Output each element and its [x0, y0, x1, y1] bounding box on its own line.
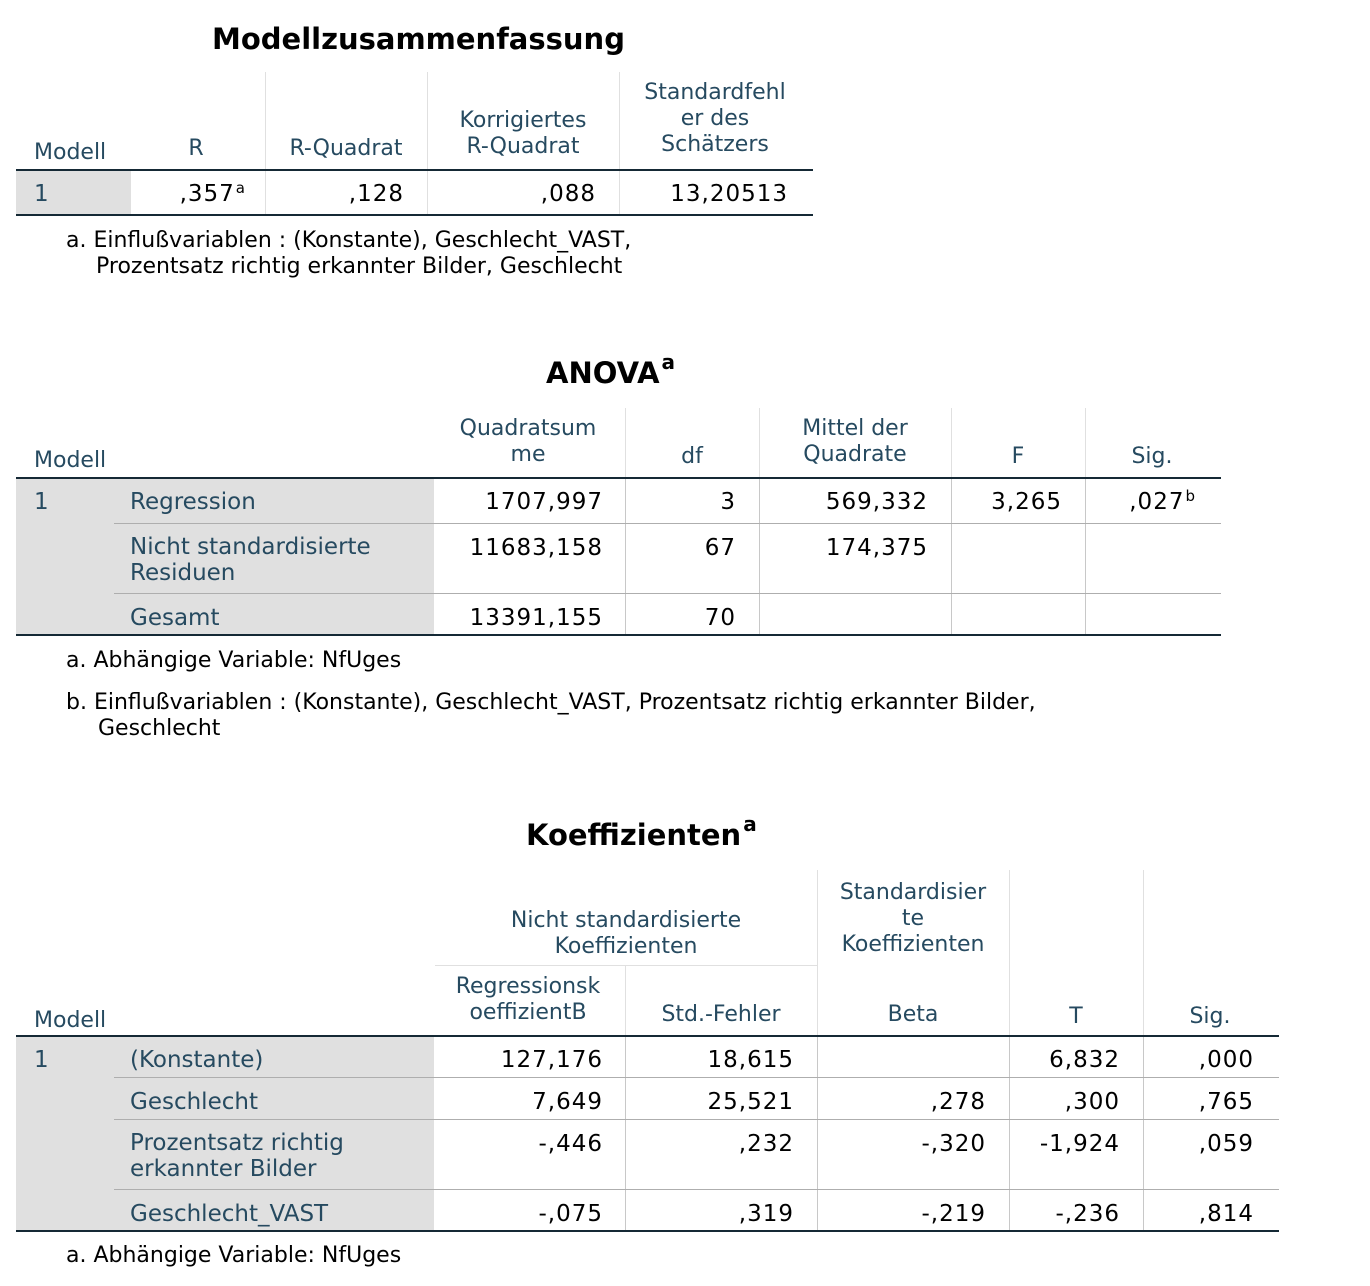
- cell-korr-r-quadrat: ,088: [540, 181, 596, 207]
- cell-b: -,446: [538, 1131, 603, 1157]
- divider: [427, 72, 428, 170]
- cell-t: ,300: [1064, 1089, 1120, 1115]
- divider: [265, 171, 266, 214]
- coefficients-title: Koeffizienten $^a$: [526, 812, 757, 852]
- divider: [1085, 479, 1086, 634]
- divider: [619, 72, 620, 170]
- cell-t: 6,832: [1049, 1047, 1120, 1073]
- cell-se: 25,521: [707, 1089, 794, 1115]
- col-header-quadratsumme: Quadratsum me: [459, 416, 597, 467]
- divider: [817, 870, 818, 1036]
- row-label-prozentsatz: Prozentsatz richtig erkannter Bilder: [130, 1130, 344, 1182]
- cell-sig: ,027$^b$: [1129, 487, 1196, 515]
- col-header-sig: Sig.: [1189, 1004, 1231, 1029]
- cell-b: 7,649: [532, 1089, 603, 1115]
- cell-f: 3,265: [991, 489, 1062, 515]
- cell-t: -,236: [1055, 1201, 1120, 1227]
- divider: [1009, 1037, 1010, 1230]
- group-header-rule: [435, 965, 817, 966]
- divider: [817, 1037, 818, 1230]
- row-modell-1: 1: [34, 489, 49, 515]
- footnote-a: a. Einflußvariablen : (Konstante), Geschlecht_VAST, Prozentsatz richtig erkannter Bilder, Geschlecht: [66, 228, 632, 279]
- anova-title: ANOVA $^a$: [546, 350, 676, 390]
- col-header-f: F: [1011, 444, 1025, 469]
- divider: [1143, 870, 1144, 1036]
- row-label-regression: Regression: [130, 489, 256, 515]
- cell-se: ,319: [738, 1201, 794, 1227]
- cell-df: 3: [720, 489, 736, 515]
- divider: [951, 479, 952, 634]
- cell-r: ,357$^a$: [179, 179, 246, 207]
- footnote-b: b. Einflußvariablen : (Konstante), Geschlecht_VAST, Prozentsatz richtig erkannter Bilder, Geschlecht: [66, 690, 1036, 741]
- col-header-modell: Modell: [34, 140, 107, 165]
- col-header-sig: Sig.: [1131, 444, 1173, 469]
- cell-se: ,232: [738, 1131, 794, 1157]
- cell-qs: 1707,997: [485, 489, 603, 515]
- row-rule: [114, 1077, 1279, 1078]
- divider: [1143, 1037, 1144, 1230]
- divider: [759, 479, 760, 634]
- divider: [1085, 408, 1086, 478]
- col-group-nicht-standardisiert: Nicht standardisierte Koeffizienten: [510, 908, 742, 959]
- col-header-modell: Modell: [34, 448, 107, 473]
- divider: [1009, 870, 1010, 1036]
- cell-beta: -,320: [921, 1131, 986, 1157]
- cell-mq: 174,375: [825, 535, 928, 561]
- row-label-gesamt: Gesamt: [130, 605, 220, 631]
- row-label-konstante: (Konstante): [130, 1047, 264, 1073]
- col-header-regressionskoeffizient: Regressionsk oeffizientB: [455, 974, 601, 1025]
- col-header-korr-r-quadrat: Korrigiertes R-Quadrat: [459, 108, 587, 159]
- row-modell-1: 1: [34, 181, 49, 207]
- row-modell-1: 1: [34, 1047, 49, 1073]
- col-header-beta: Beta: [887, 1002, 939, 1027]
- divider: [625, 408, 626, 478]
- divider: [759, 408, 760, 478]
- row-label-geschlecht: Geschlecht: [130, 1089, 258, 1115]
- cell-sig: ,765: [1198, 1089, 1254, 1115]
- row-rule: [114, 1189, 1279, 1190]
- col-group-standardisiert: Standardisier te Koeffizienten: [839, 880, 987, 957]
- cell-r-quadrat: ,128: [348, 181, 404, 207]
- divider: [265, 72, 266, 170]
- col-header-df: df: [681, 444, 703, 469]
- cell-qs: 13391,155: [469, 605, 603, 631]
- row-label-geschlecht-vast: Geschlecht_VAST: [130, 1201, 329, 1227]
- cell-beta: -,219: [921, 1201, 986, 1227]
- divider: [625, 479, 626, 634]
- col-header-r: R: [188, 136, 204, 161]
- cell-t: -1,924: [1039, 1131, 1120, 1157]
- cell-b: -,075: [538, 1201, 603, 1227]
- divider: [625, 1037, 626, 1230]
- table-bottom-rule: [16, 1230, 1279, 1232]
- cell-standardfehler: 13,20513: [670, 181, 788, 207]
- table-bottom-rule: [16, 214, 813, 216]
- cell-df: 67: [704, 535, 736, 561]
- cell-sig: ,059: [1198, 1131, 1254, 1157]
- divider: [951, 408, 952, 478]
- cell-qs: 11683,158: [469, 535, 603, 561]
- divider: [619, 171, 620, 214]
- model-summary-title: Modellzusammenfassung: [212, 22, 625, 56]
- col-header-standardfehler: Standardfehl er des Schätzers: [644, 80, 786, 157]
- header-rule: [16, 169, 813, 171]
- cell-sig: ,000: [1198, 1047, 1254, 1073]
- table-bottom-rule: [16, 634, 1221, 636]
- col-header-std-fehler: Std.-Fehler: [661, 1002, 781, 1027]
- col-header-modell: Modell: [34, 1008, 107, 1033]
- cell-df: 70: [704, 605, 736, 631]
- col-header-t: T: [1069, 1004, 1083, 1029]
- divider: [625, 966, 626, 1036]
- cell-beta: ,278: [930, 1089, 986, 1115]
- row-rule: [114, 1119, 1279, 1120]
- cell-sig: ,814: [1198, 1201, 1254, 1227]
- cell-se: 18,615: [707, 1047, 794, 1073]
- col-header-r-quadrat: R-Quadrat: [289, 136, 403, 161]
- col-header-mittel-der-quadrate: Mittel der Quadrate: [802, 416, 908, 467]
- row-label-residuen: Nicht standardisierte Residuen: [130, 534, 371, 586]
- cell-b: 127,176: [500, 1047, 603, 1073]
- row-rule: [114, 593, 1221, 594]
- footnote-a: a. Abhängige Variable: NfUges: [66, 1243, 402, 1268]
- row-rule: [114, 523, 1221, 524]
- cell-mq: 569,332: [825, 489, 928, 515]
- footnote-a: a. Abhängige Variable: NfUges: [66, 648, 402, 673]
- divider: [427, 171, 428, 214]
